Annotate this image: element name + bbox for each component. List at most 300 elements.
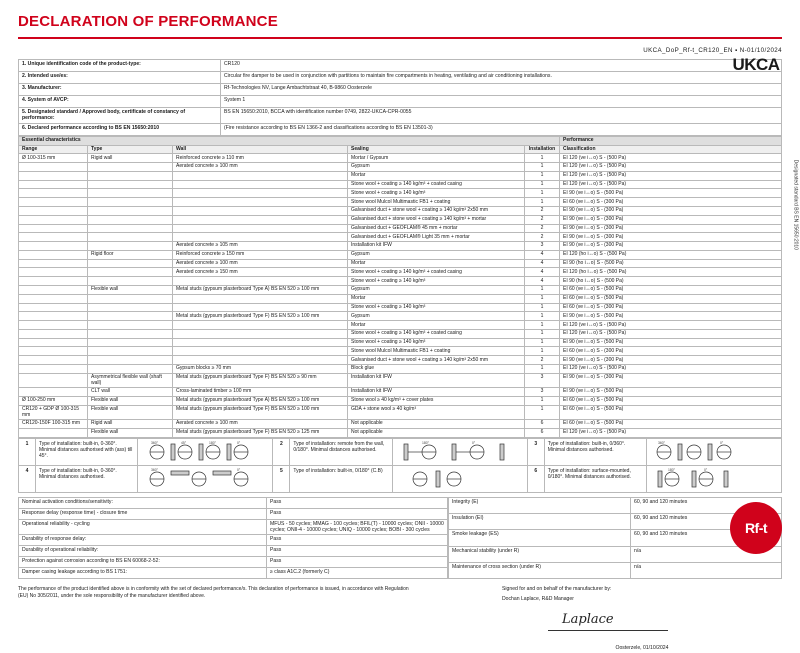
- cell-sealing: Block glue: [348, 365, 525, 374]
- cell-classification: EI 60 (ve i↔o) S - (500 Pa): [560, 294, 782, 303]
- cell-range: [19, 321, 88, 330]
- cell-range: [19, 250, 88, 259]
- cell-range: [19, 233, 88, 242]
- diagram-image-4: [138, 465, 273, 492]
- footer-value: ≥ class A1C.2 (formerly C): [267, 568, 448, 579]
- cell-installation: 4: [525, 250, 560, 259]
- cell-type: [88, 329, 173, 338]
- cell-range: [19, 365, 88, 374]
- installation-diagram-icon: [396, 441, 522, 463]
- cell-wall: Aerated concrete ≥ 105 mm: [173, 242, 348, 251]
- cell-classification: EI 90 (ve i↔o) S - (300 Pa): [560, 373, 782, 387]
- svg-text:45°: 45°: [181, 440, 187, 445]
- performance-title: Performance: [560, 136, 782, 145]
- cell-type: Flexible wall: [88, 286, 173, 295]
- cell-installation: 3: [525, 388, 560, 397]
- cell-type: [88, 242, 173, 251]
- cell-range: Ø 100-250 mm: [19, 396, 88, 405]
- cell-range: [19, 259, 88, 268]
- table-row: [19, 321, 782, 330]
- cell-sealing: Stone wool ≥ 40 kg/m³ + cover plates: [348, 396, 525, 405]
- cell-installation: 1: [525, 312, 560, 321]
- cell-installation: 2: [525, 215, 560, 224]
- cell-type: [88, 312, 173, 321]
- diagram-number: 5: [273, 465, 290, 492]
- svg-text:0°: 0°: [471, 440, 476, 445]
- table-row: [19, 303, 782, 312]
- page-title: DECLARATION OF PERFORMANCE: [18, 13, 278, 30]
- col-installation: Installation: [525, 145, 560, 154]
- cell-classification: EI 90 (ve i↔o) S - (300 Pa): [560, 356, 782, 365]
- cell-sealing: Mortar: [348, 171, 525, 180]
- cell-wall: Reinforced concrete ≥ 150 mm: [173, 250, 348, 259]
- table-row: [19, 277, 782, 286]
- cell-sealing: Installation kit IFW: [348, 373, 525, 387]
- cell-range: [19, 277, 88, 286]
- footer-key: Durability of response delay:: [19, 535, 267, 546]
- cell-type: [88, 224, 173, 233]
- footer-value: n/a: [631, 546, 782, 562]
- cell-wall: [173, 294, 348, 303]
- table-row: [19, 356, 782, 365]
- essential-characteristics-table: [18, 136, 782, 438]
- cell-sealing: Mortar: [348, 294, 525, 303]
- cell-installation: 1: [525, 286, 560, 295]
- footer-key: Operational reliability - cycling: [19, 519, 267, 535]
- cell-range: CR120 + GDP Ø 100-315 mm: [19, 405, 88, 419]
- table-row: [19, 180, 782, 189]
- cell-sealing: Gypsum: [348, 250, 525, 259]
- table-row: [19, 198, 782, 207]
- cell-range: [19, 303, 88, 312]
- info-label: 4. System of AVCP:: [19, 96, 221, 108]
- cell-type: [88, 215, 173, 224]
- table-row: [19, 72, 782, 84]
- cell-installation: 4: [525, 277, 560, 286]
- document-reference: UKCA_DoP_Rf-t_CR120_EN ▪ N-01/10/2024: [643, 47, 782, 54]
- cell-sealing: Galvanised duct + GEOFLAM® Light 35 mm + mortar: [348, 233, 525, 242]
- footer-key: Integrity (E): [449, 497, 631, 513]
- cell-wall: [173, 277, 348, 286]
- diagram-image-2: [392, 438, 527, 465]
- cell-classification: EI 90 (ve i↔o) S - (300 Pa): [560, 233, 782, 242]
- cell-classification: EI 60 (ve i↔o) S - (500 Pa): [560, 286, 782, 295]
- col-wall: Wall: [173, 145, 348, 154]
- cell-classification: EI 120 (ve i↔o) S - (500 Pa): [560, 428, 782, 437]
- cell-wall: [173, 303, 348, 312]
- diagram-text: Type of installation: built-in, 0/360°. Minimal distances authorised.: [544, 438, 646, 465]
- col-classification: Classification: [560, 145, 782, 154]
- document-header: [18, 14, 782, 35]
- cell-wall: Cross-laminated timber ≥ 100 mm: [173, 388, 348, 397]
- cell-sealing: Stone wool + coating ≥ 140 kg/m³: [348, 189, 525, 198]
- cell-type: [88, 198, 173, 207]
- cell-sealing: Stone wool + coating ≥ 140 kg/m³: [348, 338, 525, 347]
- cell-classification: EI 120 (ve i↔o) S - (500 Pa): [560, 365, 782, 374]
- table-row: [19, 329, 782, 338]
- cell-sealing: Not applicable: [348, 419, 525, 428]
- footer-value: n/a: [631, 562, 782, 578]
- col-range: Range: [19, 145, 88, 154]
- table-row: [19, 123, 782, 135]
- cell-range: [19, 312, 88, 321]
- table-row: [19, 268, 782, 277]
- cell-installation: 1: [525, 294, 560, 303]
- cell-installation: 2: [525, 206, 560, 215]
- cell-installation: 1: [525, 329, 560, 338]
- diagram-text: Type of installation: remote from the wall, 0/180°. Minimal distances authorised.: [290, 438, 392, 465]
- cell-sealing: Galvanised duct + stone wool + coating ≥ 140 kg/m³ 2x50 mm: [348, 206, 525, 215]
- table-row: [19, 163, 782, 172]
- table-row: [19, 250, 782, 259]
- diagram-number: 2: [273, 438, 290, 465]
- table-row: [19, 396, 782, 405]
- cell-type: Asymmetrical flexible wall (shaft wall): [88, 373, 173, 387]
- cell-type: Flexible wall: [88, 428, 173, 437]
- declaration-text: The performance of the product identified above is in conformity with the set of declared performance/s. This declaration of performance is issued, in accordance with Regulation (EU) No 305/2011, under the sole responsibility of the manufacturer identified above.: [18, 586, 409, 600]
- cell-installation: 1: [525, 198, 560, 207]
- cell-type: [88, 356, 173, 365]
- cell-installation: 3: [525, 373, 560, 387]
- table-row: [19, 60, 782, 72]
- ukca-label: UKCA: [732, 55, 780, 74]
- cell-sealing: Galvanised duct + GEOFLAM® 45 mm + mortar: [348, 224, 525, 233]
- diagram-text: Type of installation: built-in, 0/180° (C.B): [290, 465, 392, 492]
- installation-diagram-icon: [396, 468, 522, 490]
- cell-wall: [173, 329, 348, 338]
- svg-text:180°: 180°: [668, 467, 676, 472]
- footer-value: Pass: [267, 546, 448, 557]
- cell-sealing: Mortar: [348, 259, 525, 268]
- cell-wall: [173, 356, 348, 365]
- table-row: [449, 497, 782, 513]
- table-row: [19, 557, 448, 568]
- table-row: [19, 568, 448, 579]
- cell-classification: EI 120 (ho i↔o) S - (500 Pa): [560, 250, 782, 259]
- cell-installation: 1: [525, 396, 560, 405]
- cell-wall: Reinforced concrete ≥ 110 mm: [173, 154, 348, 163]
- company-logo: [730, 502, 782, 554]
- cell-classification: EI 90 (ve i↔o) S - (500 Pa): [560, 388, 782, 397]
- cell-range: [19, 198, 88, 207]
- cell-sealing: Galvanised duct + stone wool + coating ≥ 140 kg/m³ 2x50 mm: [348, 356, 525, 365]
- cell-installation: 1: [525, 347, 560, 356]
- table-row: [19, 497, 448, 508]
- table-row: [19, 154, 782, 163]
- cell-type: CLT wall: [88, 388, 173, 397]
- cell-wall: Metal studs (gypsum plasterboard Type A) BS EN 520 ≥ 100 mm: [173, 396, 348, 405]
- footer-value: Pass: [267, 557, 448, 568]
- cell-range: [19, 189, 88, 198]
- cell-range: [19, 294, 88, 303]
- diagram-number: 6: [527, 465, 544, 492]
- table-row: [19, 108, 782, 124]
- table-row: [19, 233, 782, 242]
- info-label: 5. Designated standard / Approved body, certificate of constancy of performance:: [19, 108, 221, 124]
- col-sealing: Sealing: [348, 145, 525, 154]
- cell-type: [88, 189, 173, 198]
- signatory-name: Dochan Laplace, R&D Manager: [502, 595, 574, 602]
- cell-sealing: Mortar: [348, 321, 525, 330]
- cell-installation: 1: [525, 405, 560, 419]
- cell-wall: [173, 215, 348, 224]
- cell-classification: EI 120 (ve i↔o) S - (500 Pa): [560, 163, 782, 172]
- cell-installation: 1: [525, 303, 560, 312]
- cell-type: [88, 163, 173, 172]
- info-value: System 1: [221, 96, 782, 108]
- signature-block: [502, 586, 782, 652]
- cell-sealing: Installation kit IFW: [348, 242, 525, 251]
- cell-range: [19, 180, 88, 189]
- cell-range: [19, 286, 88, 295]
- place-date: Oosterzele, 01/10/2024: [615, 645, 669, 651]
- cell-range: [19, 215, 88, 224]
- cell-installation: 4: [525, 259, 560, 268]
- cell-wall: Aerated concrete ≥ 100 mm: [173, 163, 348, 172]
- ukca-mark: [730, 56, 782, 73]
- table-row: [19, 535, 448, 546]
- footer-value: Pass: [267, 535, 448, 546]
- cell-sealing: Galvanised duct + stone wool + coating ≥ 140 kg/m³ + mortar: [348, 215, 525, 224]
- svg-text:0°: 0°: [237, 440, 241, 445]
- cell-classification: EI 60 (ve i↔o) S - (300 Pa): [560, 198, 782, 207]
- cell-sealing: Gypsum: [348, 163, 525, 172]
- cell-installation: 1: [525, 189, 560, 198]
- cell-sealing: Stone wool + coating ≥ 140 kg/m³ + coated casing: [348, 268, 525, 277]
- cell-classification: EI 120 (ve i↔o) S - (500 Pa): [560, 180, 782, 189]
- signoff-section: [18, 586, 782, 652]
- cell-wall: Metal studs (gypsum plasterboard Type F) BS EN 520 ≥ 90 mm: [173, 373, 348, 387]
- diagram-image-1: [138, 438, 273, 465]
- cell-classification: EI 90 (ve i↔o) S - (500 Pa): [560, 189, 782, 198]
- info-value: (Fire resistance according to BS EN 1366-2 and classifications according to BS EN 13501-3): [221, 123, 782, 135]
- cell-range: [19, 171, 88, 180]
- cell-classification: EI 90 (ho i↔o) S - (500 Pa): [560, 277, 782, 286]
- cell-classification: EI 90 (ve i↔o) S - (500 Pa): [560, 312, 782, 321]
- info-value: Rf-Technologies NV, Lange Ambachtstraat 40, B-9860 Oosterzele: [221, 84, 782, 96]
- cell-range: [19, 329, 88, 338]
- installation-diagram-icon: [141, 441, 267, 463]
- cell-classification: EI 120 (ve i↔o) S - (500 Pa): [560, 154, 782, 163]
- cell-installation: 1: [525, 163, 560, 172]
- cell-type: [88, 206, 173, 215]
- cell-installation: 1: [525, 154, 560, 163]
- durability-table: [18, 497, 448, 580]
- cell-installation: 1: [525, 365, 560, 374]
- cell-type: [88, 233, 173, 242]
- cell-classification: EI 120 (ve i↔o) S - (500 Pa): [560, 329, 782, 338]
- cell-installation: 2: [525, 356, 560, 365]
- cell-wall: Metal studs (gypsum plasterboard Type A) BS EN 520 ≥ 100 mm: [173, 286, 348, 295]
- cell-classification: EI 60 (ve i↔o) S - (300 Pa): [560, 303, 782, 312]
- footer-value: Pass: [267, 508, 448, 519]
- cell-sealing: Not applicable: [348, 428, 525, 437]
- cell-classification: EI 60 (ve i↔o) S - (500 Pa): [560, 396, 782, 405]
- info-label: 6. Declared performance according to BS EN 15650:2010: [19, 123, 221, 135]
- cell-installation: 4: [525, 268, 560, 277]
- footer-key: Insulation (EI): [449, 513, 631, 529]
- cell-sealing: Stone wool Mulcol Multimastic FB1 + coating: [348, 347, 525, 356]
- table-row: [19, 286, 782, 295]
- diagram-image-3: [647, 438, 782, 465]
- info-value: Circular fire damper to be used in conjunction with partitions to maintain fire compartments in heating, ventilating and air conditioning installations.: [221, 72, 782, 84]
- footer-key: Nominal activation conditions/sensitivity:: [19, 497, 267, 508]
- cell-wall: [173, 224, 348, 233]
- cell-wall: [173, 206, 348, 215]
- cell-type: [88, 180, 173, 189]
- cell-classification: EI 90 (ho i↔o) S - (500 Pa): [560, 259, 782, 268]
- side-standard-label: Designated standard BS EN 15650:2010: [792, 159, 798, 250]
- cell-type: [88, 171, 173, 180]
- cell-range: Ø 100-315 mm: [19, 154, 88, 163]
- signed-by-label: Signed for and on behalf of the manufacturer by:: [502, 586, 612, 593]
- svg-text:180°: 180°: [421, 440, 429, 445]
- cell-range: [19, 338, 88, 347]
- cell-range: [19, 163, 88, 172]
- footer-key: Smoke leakage (ES): [449, 530, 631, 546]
- cell-wall: Aerated concrete ≥ 100 mm: [173, 259, 348, 268]
- footer-value: 60, 90 and 120 minutes: [631, 513, 782, 529]
- table-row: [19, 84, 782, 96]
- cell-type: [88, 268, 173, 277]
- cell-installation: 1: [525, 338, 560, 347]
- cell-classification: EI 90 (ve i↔o) S - (300 Pa): [560, 206, 782, 215]
- cell-type: Rigid floor: [88, 250, 173, 259]
- cell-type: [88, 277, 173, 286]
- cell-type: [88, 338, 173, 347]
- cell-classification: EI 60 (ve i↔o) S - (300 Pa): [560, 347, 782, 356]
- table-row: [19, 215, 782, 224]
- svg-text:180°: 180°: [209, 440, 217, 445]
- cell-range: [19, 428, 88, 437]
- table-row: [19, 224, 782, 233]
- cell-installation: 3: [525, 242, 560, 251]
- diagram-text: Type of installation: built-in, 0-360°. Minimal distances authorised with (ass) till 45°.: [35, 438, 137, 465]
- cell-type: [88, 294, 173, 303]
- cell-range: [19, 356, 88, 365]
- cell-classification: EI 120 (ho i↔o) S - (500 Pa): [560, 268, 782, 277]
- table-row: [19, 294, 782, 303]
- svg-text:0°: 0°: [704, 467, 708, 472]
- footer-value: 60, 90 and 120 minutes: [631, 530, 782, 546]
- table-row: [19, 259, 782, 268]
- table-row: [19, 206, 782, 215]
- cell-classification: EI 90 (ve i↔o) S - (300 Pa): [560, 224, 782, 233]
- footer-value: Pass: [267, 497, 448, 508]
- svg-text:0°: 0°: [237, 467, 241, 472]
- cell-type: Flexible wall: [88, 396, 173, 405]
- table-row: [19, 365, 782, 374]
- cell-type: Rigid wall: [88, 419, 173, 428]
- cell-sealing: GDA + stone wool ≥ 40 kg/m³: [348, 405, 525, 419]
- cell-wall: [173, 347, 348, 356]
- cell-wall: [173, 198, 348, 207]
- table-row: [19, 405, 782, 419]
- cell-wall: [173, 171, 348, 180]
- cell-classification: EI 120 (ve i↔o) S - (500 Pa): [560, 171, 782, 180]
- installation-diagrams-table: [18, 438, 782, 493]
- diagram-number: 4: [19, 465, 36, 492]
- cell-range: CR120-150F 100-315 mm: [19, 419, 88, 428]
- info-label: 2. Intended use/es:: [19, 72, 221, 84]
- cell-installation: 2: [525, 233, 560, 242]
- table-row: [19, 338, 782, 347]
- footer-key: Damper casing leakage according to BS 1751:: [19, 568, 267, 579]
- svg-text:0°: 0°: [720, 440, 724, 445]
- diagram-row: [19, 465, 782, 492]
- table-row: [449, 562, 782, 578]
- cell-classification: EI 60 (ve i↔o) S - (500 Pa): [560, 419, 782, 428]
- cell-sealing: Stone wool + coating ≥ 140 kg/m³: [348, 277, 525, 286]
- cell-installation: 6: [525, 428, 560, 437]
- cell-range: [19, 268, 88, 277]
- footer-key: Maintenance of cross section (under R): [449, 562, 631, 578]
- cell-installation: 1: [525, 321, 560, 330]
- svg-text:360°: 360°: [658, 440, 666, 445]
- cell-range: [19, 206, 88, 215]
- cell-wall: [173, 233, 348, 242]
- installation-diagram-icon: [650, 468, 740, 490]
- cell-sealing: Stone wool + coating ≥ 140 kg/m³ + coated casing: [348, 180, 525, 189]
- info-label: 3. Manufacturer:: [19, 84, 221, 96]
- diagram-row: [19, 438, 782, 465]
- diagram-number: 1: [19, 438, 36, 465]
- cell-sealing: Gypsum: [348, 312, 525, 321]
- table-row: [19, 419, 782, 428]
- cell-installation: 2: [525, 224, 560, 233]
- cell-sealing: Stone wool Mulcol Multimastic FB1 + coating: [348, 198, 525, 207]
- table-row: [19, 189, 782, 198]
- table-row: [19, 428, 782, 437]
- info-value: CR120: [221, 60, 782, 72]
- signature-script: Laplace: [562, 611, 614, 627]
- cell-type: [88, 365, 173, 374]
- cell-wall: [173, 338, 348, 347]
- cell-sealing: Mortar / Gypsum: [348, 154, 525, 163]
- cell-range: [19, 242, 88, 251]
- cell-sealing: Installation kit IFW: [348, 388, 525, 397]
- cell-classification: EI 90 (ve i↔o) S - (300 Pa): [560, 215, 782, 224]
- cell-wall: [173, 321, 348, 330]
- cell-sealing: Gypsum: [348, 286, 525, 295]
- cell-range: [19, 347, 88, 356]
- cell-range: [19, 224, 88, 233]
- svg-text:360°: 360°: [151, 467, 159, 472]
- cell-type: [88, 259, 173, 268]
- signature-line: [548, 630, 668, 631]
- footer-key: Response delay (response time) - closure time: [19, 508, 267, 519]
- cell-installation: 1: [525, 180, 560, 189]
- cell-type: [88, 321, 173, 330]
- cell-range: [19, 388, 88, 397]
- cell-wall: Aerated concrete ≥ 100 mm: [173, 419, 348, 428]
- table-row: [19, 312, 782, 321]
- cell-classification: EI 90 (ve i↔o) S - (500 Pa): [560, 338, 782, 347]
- footer-key: Mechanical stability (under R): [449, 546, 631, 562]
- col-type: Type: [88, 145, 173, 154]
- cell-range: [19, 373, 88, 387]
- footer-key: Durability of operational reliability:: [19, 546, 267, 557]
- cell-wall: Metal studs (gypsum plasterboard Type F) BS EN 520 ≥ 125 mm: [173, 428, 348, 437]
- cell-type: [88, 303, 173, 312]
- cell-type: [88, 347, 173, 356]
- logo-text: Rf-t: [744, 520, 768, 536]
- cell-wall: Metal studs (gypsum plasterboard Type F) BS EN 520 ≥ 100 mm: [173, 405, 348, 419]
- cell-sealing: Stone wool + coating ≥ 140 kg/m³ + coated casing: [348, 329, 525, 338]
- cell-sealing: Stone wool + coating ≥ 140 kg/m³: [348, 303, 525, 312]
- info-label: 1. Unique identification code of the product-type:: [19, 60, 221, 72]
- footer-value: MFUS - 50 cycles; MMAG - 100 cycles; BFIL(T) - 10000 cycles; ONII - 10000 cycles; ONII-4 - 10000 cycles; UNIQ - 10000 cycles; BOBI - 300 cycles: [267, 519, 448, 535]
